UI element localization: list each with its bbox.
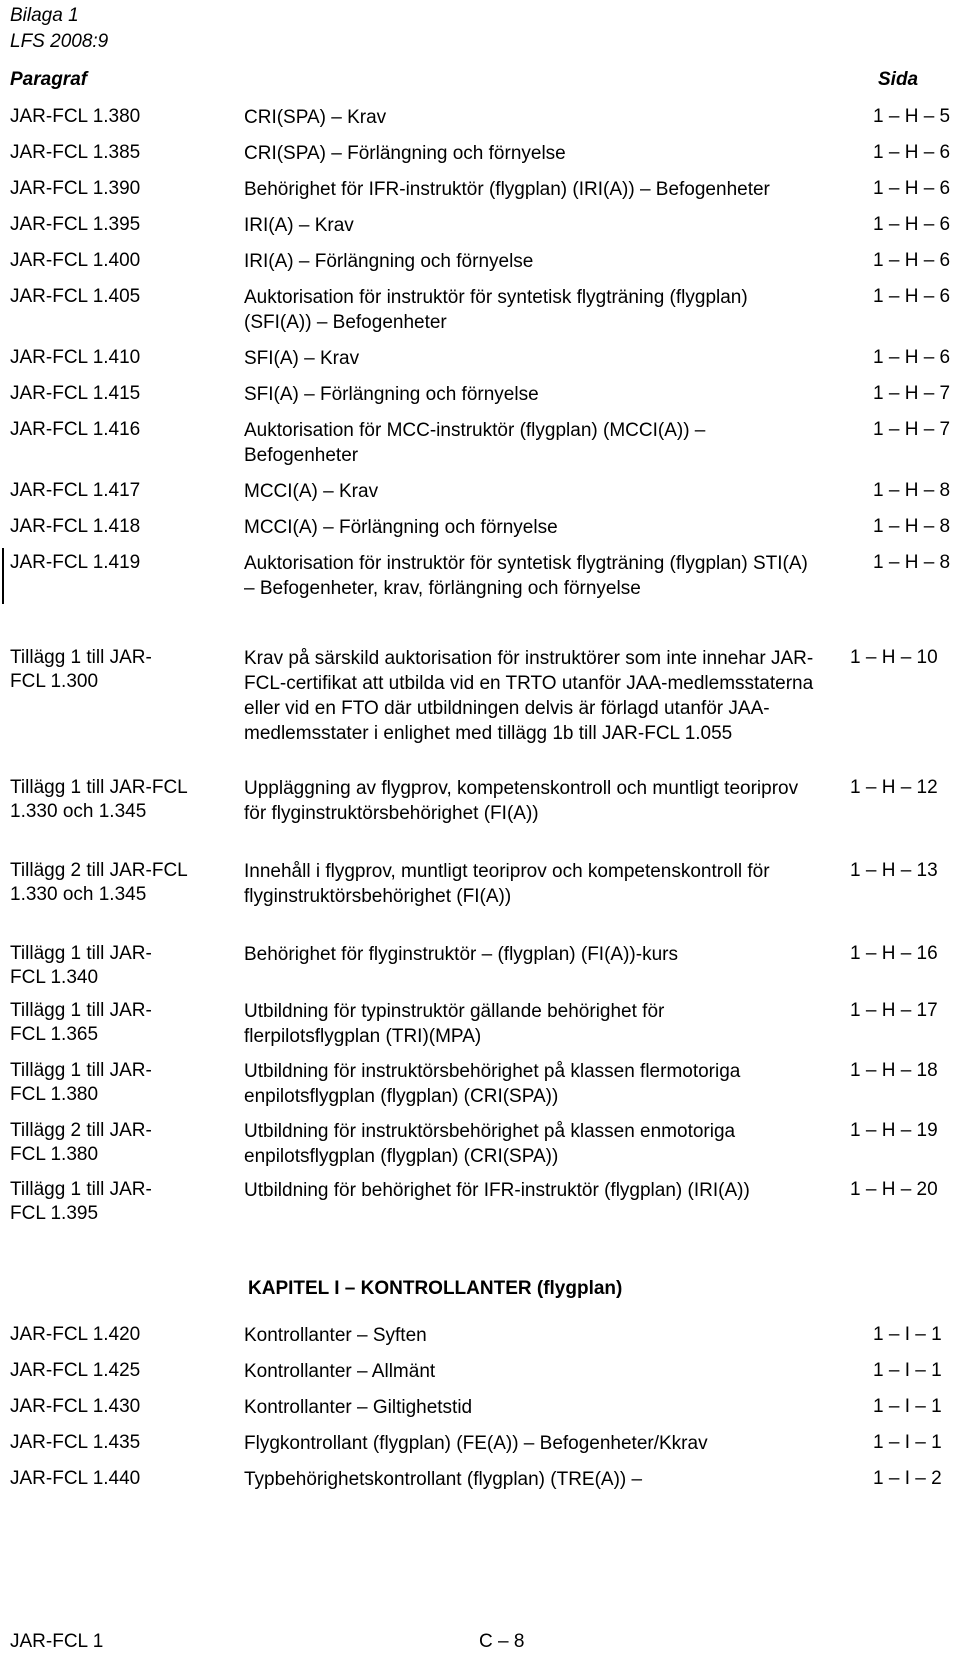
appendix-id: Tillägg 1 till JAR-FCL 1.380 [10,1060,152,1105]
appendix-title: Utbildning för instruktörsbehörighet på klassen flermotoriga enpilotsflygplan (flygplan) (CRI(SPA)) [244,1061,741,1107]
page-ref: 1 – H – 18 [850,1060,938,1081]
appendix-id: Tillägg 1 till JAR-FCL 1.340 [10,943,152,988]
appendix-title: Utbildning för behörighet för IFR-instruktör (flygplan) (IRI(A)) [244,1180,750,1201]
paragraph-title: Typbehörighetskontrollant (flygplan) (TRE(A)) – [244,1469,643,1490]
paragraph-id: JAR-FCL 1.410 [10,347,141,368]
appendix-id: Tillägg 2 till JAR-FCL 1.330 och 1.345 [10,860,188,905]
paragraph-id: JAR-FCL 1.430 [10,1396,141,1417]
paragraph-id: JAR-FCL 1.440 [10,1468,141,1489]
paragraph-id: JAR-FCL 1.416 [10,419,141,440]
paragraph-title: SFI(A) – Förlängning och förnyelse [244,384,539,405]
page-ref: 1 – H – 10 [850,647,938,668]
paragraph-title: IRI(A) – Krav [244,215,354,236]
header-regulation: LFS 2008:9 [10,31,109,52]
appendix-title: Utbildning för instruktörsbehörighet på klassen enmotoriga enpilotsflygplan (flygplan) (CRI(SPA)) [244,1121,736,1167]
page-ref: 1 – H – 6 [873,214,951,235]
paragraph-id: JAR-FCL 1.390 [10,178,141,199]
paragraph-title: Kontrollanter – Giltighetstid [244,1397,473,1418]
appendix-id: Tillägg 1 till JAR-FCL 1.365 [10,1000,152,1045]
page-ref: 1 – H – 8 [873,516,951,537]
paragraph-id: JAR-FCL 1.385 [10,142,141,163]
paragraph-title: Behörighet för IFR-instruktör (flygplan) (IRI(A)) – Befogenheter [244,179,770,200]
appendix-title: Utbildning för typinstruktör gällande behörighet för flerpilotsflygplan (TRI)(MPA) [244,1001,665,1047]
footer-page-number: C – 8 [479,1631,525,1652]
page-ref: 1 – H – 6 [873,286,951,307]
appendix-id: Tillägg 2 till JAR-FCL 1.380 [10,1120,152,1165]
appendix-title: Behörighet för flyginstruktör – (flygplan) (FI(A))-kurs [244,944,678,965]
column-heading-page: Sida [878,69,919,90]
paragraph-title: IRI(A) – Förlängning och förnyelse [244,251,534,272]
paragraph-id: JAR-FCL 1.419 [10,552,141,573]
paragraph-title: Auktorisation för MCC-instruktör (flygplan) (MCCI(A)) – Befogenheter [244,420,706,466]
page-ref: 1 – I – 1 [873,1324,942,1345]
appendix-id: Tillägg 1 till JAR-FCL 1.330 och 1.345 [10,777,188,822]
page-ref: 1 – H – 8 [873,480,951,501]
paragraph-id: JAR-FCL 1.380 [10,106,141,127]
page-ref: 1 – I – 1 [873,1360,942,1381]
page-ref: 1 – H – 6 [873,178,951,199]
header-annex: Bilaga 1 [10,5,79,26]
page-ref: 1 – H – 12 [850,777,938,798]
appendix-id: Tillägg 1 till JAR-FCL 1.395 [10,1179,152,1224]
chapter-heading: KAPITEL I – KONTROLLANTER (flygplan) [248,1278,623,1299]
footer-document: JAR-FCL 1 [10,1631,104,1652]
page-ref: 1 – H – 5 [873,106,951,127]
paragraph-title: Auktorisation för instruktör för syntetisk flygträning (flygplan) STI(A) – Befogenheter, krav, förlängning och förnyelse [244,553,808,599]
page-ref: 1 – H – 17 [850,1000,938,1021]
paragraph-title: Auktorisation för instruktör för syntetisk flygträning (flygplan) (SFI(A)) – Befogenheter [244,287,748,333]
page-ref: 1 – H – 7 [873,383,951,404]
appendix-id: Tillägg 1 till JAR-FCL 1.300 [10,647,152,692]
page-ref: 1 – H – 19 [850,1120,938,1141]
paragraph-id: JAR-FCL 1.418 [10,516,141,537]
appendix-title: Innehåll i flygprov, muntligt teoriprov och kompetenskontroll för flyginstruktörsbehörighet (FI(A)) [244,861,770,907]
paragraph-title: CRI(SPA) – Förlängning och förnyelse [244,143,566,164]
paragraph-id: JAR-FCL 1.415 [10,383,141,404]
paragraph-id: JAR-FCL 1.425 [10,1360,141,1381]
paragraph-title: CRI(SPA) – Krav [244,107,387,128]
page-ref: 1 – I – 2 [873,1468,942,1489]
paragraph-title: Kontrollanter – Syften [244,1325,427,1346]
column-heading-paragraph: Paragraf [10,69,88,90]
paragraph-id: JAR-FCL 1.400 [10,250,141,271]
page-ref: 1 – H – 6 [873,250,951,271]
page-ref: 1 – H – 16 [850,943,938,964]
paragraph-title: Flygkontrollant (flygplan) (FE(A)) – Befogenheter/Kkrav [244,1433,708,1454]
page-ref: 1 – H – 6 [873,142,951,163]
paragraph-id: JAR-FCL 1.395 [10,214,141,235]
paragraph-title: MCCI(A) – Förlängning och förnyelse [244,517,558,538]
appendix-title: Uppläggning av flygprov, kompetenskontroll och muntligt teoriprov för flyginstruktörsbehörighet (FI(A)) [244,778,799,824]
appendix-title: Krav på särskild auktorisation för instruktörer som inte innehar JAR-FCL-certifikat att utbilda vid en TRTO utanför JAA-medlemsstaterna eller vid en FTO där utbildningen delvis är förlagd utanför JAA-medlemsstater i enlighet med tillägg 1b till JAR-FCL 1.055 [244,648,814,744]
change-bar [2,548,4,604]
paragraph-id: JAR-FCL 1.417 [10,480,141,501]
page-ref: 1 – I – 1 [873,1432,942,1453]
paragraph-id: JAR-FCL 1.435 [10,1432,141,1453]
page-ref: 1 – I – 1 [873,1396,942,1417]
page-ref: 1 – H – 20 [850,1179,938,1200]
page-ref: 1 – H – 8 [873,552,951,573]
paragraph-id: JAR-FCL 1.405 [10,286,141,307]
paragraph-title: Kontrollanter – Allmänt [244,1361,436,1382]
page-ref: 1 – H – 13 [850,860,938,881]
page-ref: 1 – H – 6 [873,347,951,368]
paragraph-id: JAR-FCL 1.420 [10,1324,141,1345]
page-ref: 1 – H – 7 [873,419,951,440]
paragraph-title: MCCI(A) – Krav [244,481,379,502]
paragraph-title: SFI(A) – Krav [244,348,360,369]
